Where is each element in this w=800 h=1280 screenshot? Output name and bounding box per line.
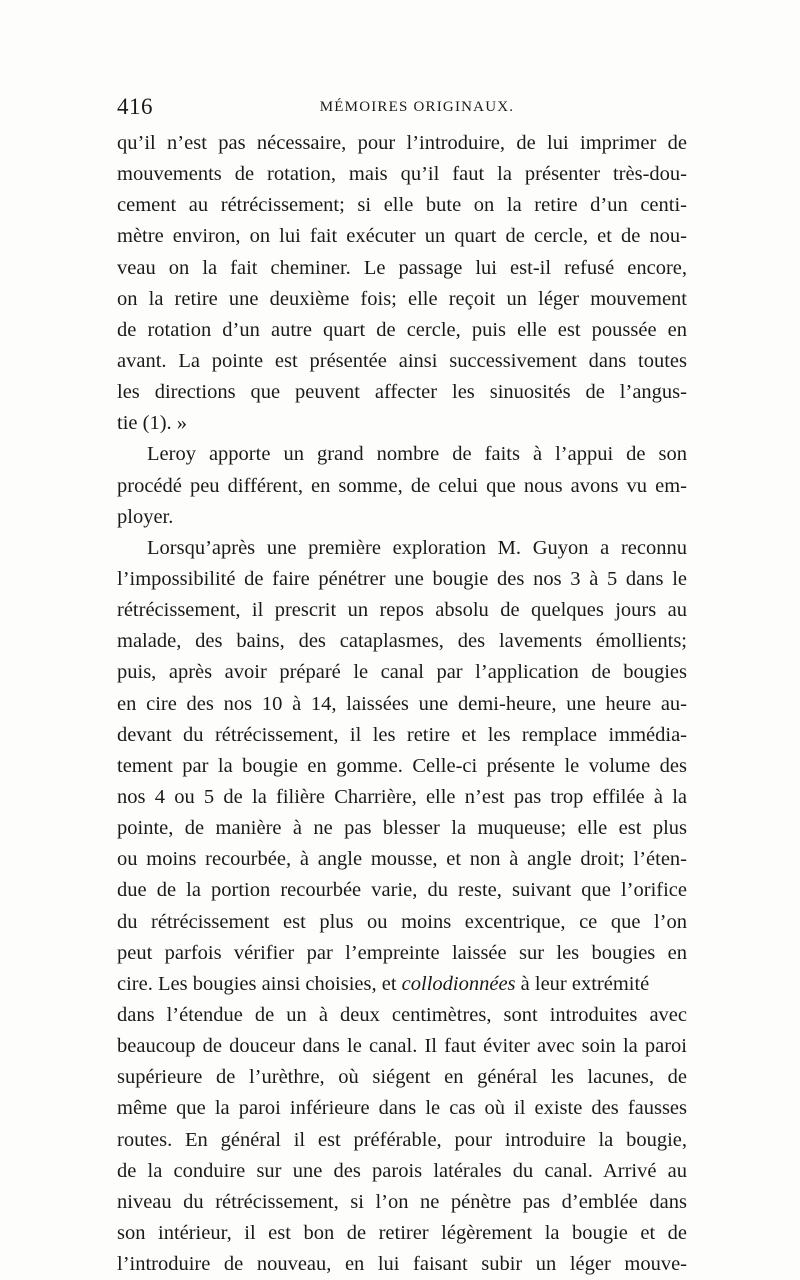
text-line: malade, des bains, des cataplasmes, des lavements émollients;	[117, 630, 687, 653]
text-line: beaucoup de douceur dans le canal. Il faut éviter avec soin la paroi	[117, 1035, 687, 1058]
text-line: mètre environ, on lui fait exécuter un quart de cercle, et de nou-	[117, 225, 687, 248]
text-line: nos 4 ou 5 de la filière Charrière, elle n’est pas trop effilée à la	[117, 785, 687, 808]
text-line: tie (1). »	[117, 412, 188, 435]
text-line: procédé peu différent, en somme, de celui que nous avons vu em-	[117, 474, 687, 497]
text-line: en cire des nos 10 à 14, laissées une demi-heure, une heure au-	[117, 692, 687, 715]
text-line: tement par la bougie en gomme. Celle-ci présente le volume des	[117, 754, 687, 777]
text-line: due de la portion recourbée varie, du reste, suivant que l’orifice	[117, 879, 687, 902]
italic-term: collodionnées	[401, 972, 516, 995]
text-line: ployer.	[117, 505, 174, 528]
text-line: du rétrécissement est plus ou moins excentrique, ce que l’on	[117, 910, 687, 933]
body-text	[117, 128, 687, 1280]
text-line: avant. La pointe est présentée ainsi successivement dans toutes	[117, 349, 687, 372]
text-line: dans l’étendue de un à deux centimètres, sont introduites avec	[117, 1003, 687, 1026]
text-line: Lorsqu’après une première exploration M. Guyon a reconnu	[147, 536, 687, 559]
text-line: on la retire une deuxième fois; elle reçoit un léger mouvement	[117, 287, 687, 310]
text-line: niveau du rétrécissement, si l’on ne pénètre pas d’emblée dans	[117, 1190, 687, 1213]
text-line: supérieure de l’urèthre, où siégent en général les lacunes, de	[117, 1066, 687, 1089]
text-line: routes. En général il est préférable, pour introduire la bougie,	[117, 1128, 687, 1151]
text-line: devant du rétrécissement, il les retire et les remplace immédia-	[117, 723, 687, 746]
text-line: de rotation d’un autre quart de cercle, puis elle est poussée en	[117, 318, 687, 341]
text-run: cire. Les bougies ainsi choisies, et	[117, 972, 397, 995]
running-title: MÉMOIRES ORIGINAUX.	[319, 99, 515, 115]
text-line: Leroy apporte un grand nombre de faits à l’appui de son	[147, 443, 687, 466]
text-line: puis, après avoir préparé le canal par l’application de bougies	[117, 661, 687, 684]
page-number: 416	[117, 94, 153, 119]
text-line: peut parfois vérifier par l’empreinte laissée sur les bougies en	[117, 941, 687, 964]
text-line: veau on la fait cheminer. Le passage lui est-il refusé encore,	[117, 256, 687, 279]
text-line: qu’il n’est pas nécessaire, pour l’introduire, de lui imprimer de	[117, 132, 687, 154]
text-line: les directions que peuvent affecter les sinuosités de l’angus-	[117, 381, 687, 404]
page-header	[117, 92, 687, 122]
text-line: de la conduire sur une des parois latérales du canal. Arrivé au	[117, 1159, 687, 1182]
text-line: pointe, de manière à ne pas blesser la muqueuse; elle est plus	[117, 817, 687, 840]
text-line: cement au rétrécissement; si elle bute on la retire d’un centi-	[117, 194, 687, 217]
text-run: à leur extrémité	[515, 972, 650, 995]
text-line: rétrécissement, il prescrit un repos absolu de quelques jours au	[117, 599, 687, 622]
text-line: mouvements de rotation, mais qu’il faut la présenter très-dou-	[117, 163, 687, 186]
text-line: même que la paroi inférieure dans le cas où il existe des fausses	[117, 1097, 687, 1120]
text-line: l’impossibilité de faire pénétrer une bougie des nos 3 à 5 dans le	[117, 567, 687, 590]
text-line: ou moins recourbée, à angle mousse, et non à angle droit; l’éten-	[117, 848, 687, 871]
text-line: l’introduire de nouveau, en lui faisant subir un léger mouve-	[117, 1253, 687, 1276]
text-line: son intérieur, il est bon de retirer légèrement la bougie et de	[117, 1221, 687, 1244]
text-line-mixed	[117, 969, 687, 1000]
